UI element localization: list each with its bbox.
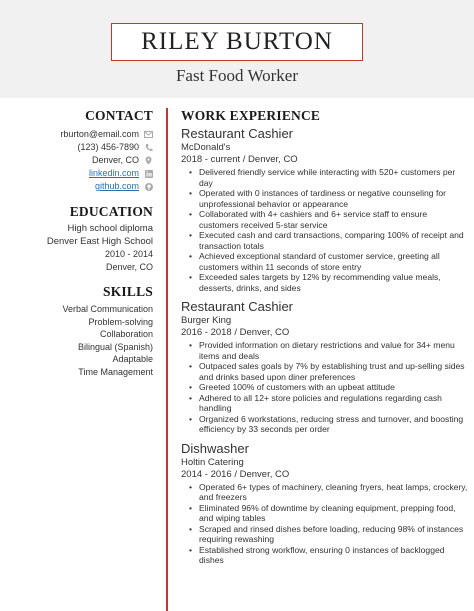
contact-email bbox=[0, 128, 153, 141]
bullet-item: • Established strong workflow, ensuring 0 instances of backlogged dishes bbox=[189, 545, 469, 566]
education-school: Denver East High School bbox=[46, 235, 153, 247]
job-entry bbox=[181, 126, 469, 293]
job-title: Dishwasher bbox=[181, 440, 249, 456]
education-location: Denver, CO bbox=[105, 261, 153, 272]
job-bullets bbox=[189, 167, 469, 293]
skill-item: Problem-solving bbox=[88, 316, 153, 327]
job-dates: 2014 - 2016 / Denver, CO bbox=[181, 468, 290, 480]
name-box bbox=[111, 23, 363, 61]
contact-github[interactable] bbox=[0, 180, 153, 193]
bullet-item: • Collaborated with 4+ cashiers and 6+ service staff to ensure customers received 5-star service bbox=[189, 209, 469, 230]
candidate-name: RILEY BURTON bbox=[141, 28, 333, 55]
skill-item: Collaboration bbox=[99, 329, 153, 339]
github-icon bbox=[144, 182, 153, 191]
skill-item: Verbal Communication bbox=[62, 304, 153, 314]
education-heading: EDUCATION bbox=[69, 204, 153, 219]
linkedin-link[interactable]: linkedin.com bbox=[88, 168, 139, 178]
left-column bbox=[0, 108, 153, 378]
education-block bbox=[0, 223, 153, 273]
phone-text: (123) 456-7890 bbox=[77, 142, 139, 152]
contact-location bbox=[0, 154, 153, 167]
bullet-item: • Adhered to all 12+ store policies and regulations regarding cash handling bbox=[189, 393, 469, 414]
skill-item: Bilingual (Spanish) bbox=[77, 341, 153, 352]
contact-linkedin[interactable] bbox=[0, 167, 153, 180]
education-degree: High school diploma bbox=[67, 223, 153, 234]
job-bullets bbox=[189, 340, 469, 435]
bullet-item: • Executed cash and card transactions, comparing 100% of receipt and transaction totals bbox=[189, 230, 469, 251]
bullet-item: • Exceeded sales targets by 12% by recommending value meals, desserts, drinks, and sides bbox=[189, 272, 469, 293]
bullet-item: • Scraped and rinsed dishes before loading, reducing 98% of instances requiring rewashing bbox=[189, 524, 469, 545]
right-column bbox=[181, 108, 469, 566]
location-text: Denver, CO bbox=[91, 155, 139, 165]
bullet-item: • Outpaced sales goals by 7% by establishing trust and up-selling sides and drinks based upon diner preferences bbox=[189, 361, 469, 382]
skill-item: Time Management bbox=[78, 366, 153, 377]
bullet-item: • Achieved exceptional standard of customer service, greeting all customers within 11 seconds of store entry bbox=[189, 251, 469, 272]
job-bullets bbox=[189, 482, 469, 566]
job-dates: 2016 - 2018 / Denver, CO bbox=[181, 327, 290, 338]
job-entry bbox=[181, 441, 469, 566]
envelope-icon bbox=[144, 130, 153, 139]
location-pin-icon bbox=[144, 156, 153, 165]
email-text: rburton@email.com bbox=[60, 129, 139, 139]
job-company: McDonald's bbox=[181, 142, 231, 153]
job-title: Restaurant Cashier bbox=[181, 126, 293, 141]
skills-list bbox=[0, 303, 153, 378]
column-divider bbox=[166, 108, 168, 611]
work-experience-heading: WORK EXPERIENCE bbox=[181, 108, 321, 123]
bullet-item: • Eliminated 96% of downtime by cleaning equipment, prepping food, and wiping tables bbox=[189, 503, 469, 524]
contact-phone bbox=[0, 141, 153, 154]
job-title: Restaurant Cashier bbox=[181, 299, 293, 314]
job-entry bbox=[181, 299, 469, 435]
job-company: Holtin Catering bbox=[181, 456, 244, 468]
bullet-item: • Delivered friendly service while interacting with 520+ customers per day bbox=[189, 167, 469, 188]
skills-heading: SKILLS bbox=[103, 284, 153, 299]
linkedin-icon bbox=[144, 169, 153, 178]
job-company: Burger King bbox=[181, 315, 232, 326]
bullet-item: • Provided information on dietary restrictions and value for 34+ menu items and deals bbox=[189, 340, 469, 361]
bullet-item: • Operated with 0 instances of tardiness or negative counseling for unprofessional behavior or appearance bbox=[189, 188, 469, 209]
phone-icon bbox=[144, 143, 153, 152]
job-dates: 2018 - current / Denver, CO bbox=[181, 154, 298, 165]
github-link[interactable]: github.com bbox=[94, 181, 139, 191]
contact-heading: CONTACT bbox=[85, 108, 153, 123]
skill-item: Adaptable bbox=[112, 354, 153, 364]
contact-list bbox=[0, 128, 153, 193]
bullet-item: • Operated 6+ types of machinery, cleaning fryers, heat lamps, crockery, and freezers bbox=[189, 482, 469, 503]
education-years: 2010 - 2014 bbox=[104, 249, 153, 259]
bullet-item: • Greeted 100% of customers with an upbeat attitude bbox=[189, 382, 469, 393]
bullet-item: • Organized 6 workstations, reducing stress and turnover, and boosting efficiency by 33 seconds per order bbox=[189, 414, 469, 435]
job-role: Fast Food Worker bbox=[175, 66, 299, 85]
